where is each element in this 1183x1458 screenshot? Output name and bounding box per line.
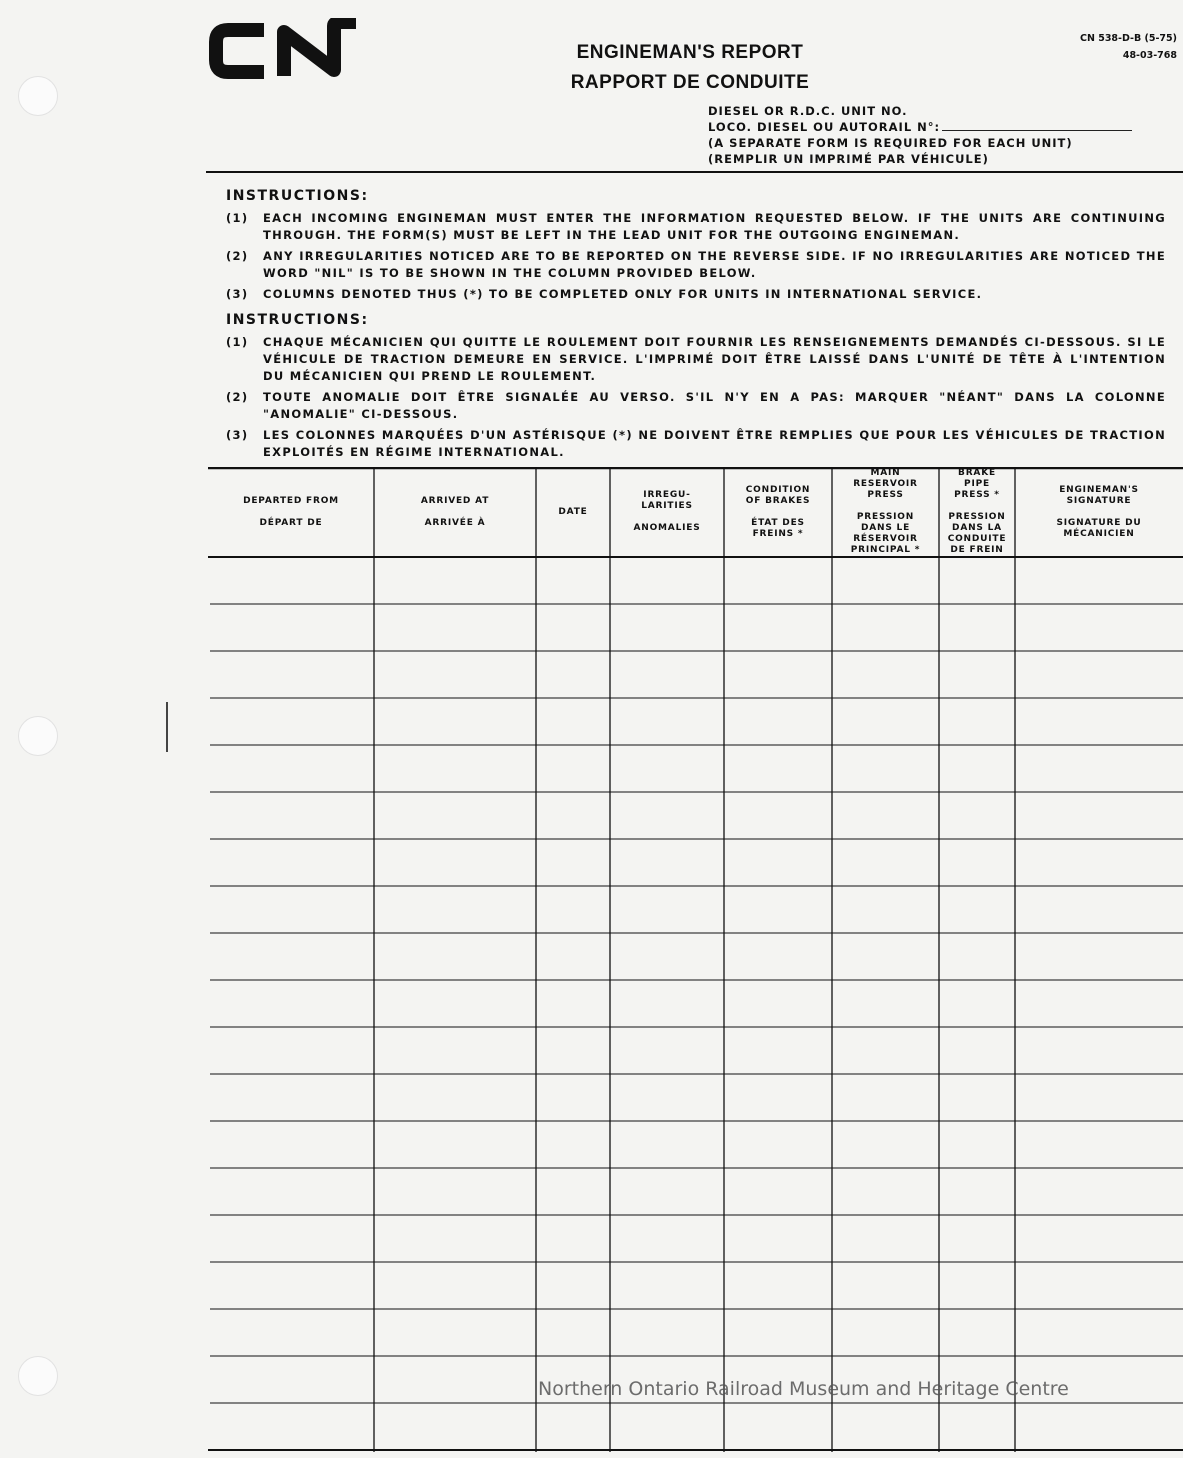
column-header-label: CONDITION OF BRAKES ÉTAT DES FREINS * xyxy=(745,484,811,539)
instruction-text: EACH INCOMING ENGINEMAN MUST ENTER THE INFORMATION REQUESTED BELOW. IF THE UNITS ARE CONTINUING THROUGH. THE FORM(S) MUST BE LEFT IN THE LEAD UNIT FOR THE OUTGOING ENGINEMAN. xyxy=(263,211,1166,242)
unit-line-4: (REMPLIR UN IMPRIMÉ PAR VÉHICULE) xyxy=(708,152,989,166)
instruction-number: (2) xyxy=(226,390,249,404)
instruction-number: (3) xyxy=(226,287,249,301)
instruction-number: (2) xyxy=(226,249,249,263)
binder-hole xyxy=(18,716,58,756)
binder-hole xyxy=(18,1356,58,1396)
instructions-heading: INSTRUCTIONS: xyxy=(226,188,369,204)
edge-mark xyxy=(166,702,168,752)
instruction-text: COLUMNS DENOTED THUS (*) TO BE COMPLETED ONLY FOR UNITS IN INTERNATIONAL SERVICE. xyxy=(263,287,983,301)
form-number-block xyxy=(1080,30,1177,64)
column-header xyxy=(536,467,610,557)
instruction-number: (3) xyxy=(226,428,249,442)
instruction-text: ANY IRREGULARITIES NOTICED ARE TO BE REPORTED ON THE REVERSE SIDE. IF NO IRREGULARITIES ARE NOTICED THE WORD "NIL" IS TO BE SHOWN IN THE COLUMN PROVIDED BELOW. xyxy=(263,249,1166,280)
instructions-heading: INSTRUCTIONS: xyxy=(226,312,369,328)
form-code: 48-03-768 xyxy=(1122,50,1177,61)
instruction-item xyxy=(226,248,1166,282)
column-header-label: BRAKE PIPE PRESS * PRESSION DANS LA CONDUITE DE FREIN xyxy=(947,468,1007,555)
column-header-label: IRREGU- LARITIES ANOMALIES xyxy=(633,490,701,533)
binder-hole xyxy=(18,76,58,116)
unit-line-2: LOCO. DIESEL OU AUTORAIL N°: xyxy=(708,120,941,134)
column-header xyxy=(724,467,832,557)
instruction-item xyxy=(226,286,1166,303)
form-number: CN 538-D-B (5-75) xyxy=(1079,33,1177,44)
column-header xyxy=(610,467,724,557)
column-header-label: DATE xyxy=(558,506,588,517)
title-french: RAPPORT DE CONDUITE xyxy=(570,72,810,93)
instruction-number: (1) xyxy=(226,211,249,225)
unit-number-field[interactable] xyxy=(942,119,1132,131)
unit-info xyxy=(708,103,1178,167)
cn-logo xyxy=(206,18,361,84)
instruction-text: LES COLONNES MARQUÉES D'UN ASTÉRISQUE (*) NE DOIVENT ÊTRE REMPLIES QUE POUR LES VÉHICULES DE TRACTION EXPLOITÉS EN RÉGIME INTERNATIONAL. xyxy=(263,428,1166,459)
instruction-number: (1) xyxy=(226,335,249,349)
instructions-french xyxy=(226,312,1166,465)
table-grid xyxy=(208,467,1183,1452)
instruction-text: TOUTE ANOMALIE DOIT ÊTRE SIGNALÉE AU VERSO. S'IL N'Y EN A PAS: MARQUER "NÉANT" DANS LA COLONNE "ANOMALIE" CI-DESSOUS. xyxy=(263,390,1166,421)
column-header xyxy=(208,467,374,557)
column-header-label: MAIN RESERVOIR PRESS PRESSION DANS LE RÉSERVOIR PRINCIPAL * xyxy=(850,468,921,555)
unit-line-3: (A SEPARATE FORM IS REQUIRED FOR EACH UNIT) xyxy=(708,136,1073,150)
column-header-label: DEPARTED FROM DÉPART DE xyxy=(243,495,339,528)
unit-line-1: DIESEL OR R.D.C. UNIT NO. xyxy=(708,104,908,118)
instruction-item xyxy=(226,334,1166,385)
instruction-text: CHAQUE MÉCANICIEN QUI QUITTE LE ROULEMENT DOIT FOURNIR LES RENSEIGNEMENTS DEMANDÉS CI-DESSOUS. SI LE VÉHICULE DE TRACTION DEMEURE EN SERVICE. L'IMPRIMÉ DOIT ÊTRE LAISSÉ DANS L'UNITÉ DE TÊTE À L'INTENTION DU MÉCANICIEN QUI PREND LE ROULEMENT. xyxy=(263,335,1166,383)
column-header xyxy=(939,467,1015,557)
column-header xyxy=(374,467,536,557)
column-header-label: ENGINEMAN'S SIGNATURE SIGNATURE DU MÉCANICIEN xyxy=(1056,484,1142,539)
column-header xyxy=(1015,467,1183,557)
header-rule xyxy=(206,171,1183,173)
instructions-english xyxy=(226,188,1166,307)
watermark: Northern Ontario Railroad Museum and Heritage Centre xyxy=(538,1378,1069,1400)
instruction-item xyxy=(226,389,1166,423)
report-table xyxy=(208,467,1183,1452)
column-header-label: ARRIVED AT ARRIVÉE À xyxy=(420,495,490,528)
instruction-item xyxy=(226,427,1166,461)
column-header xyxy=(832,467,939,557)
instruction-item xyxy=(226,210,1166,244)
form-title xyxy=(540,38,840,98)
title-english: ENGINEMAN'S REPORT xyxy=(576,42,804,63)
